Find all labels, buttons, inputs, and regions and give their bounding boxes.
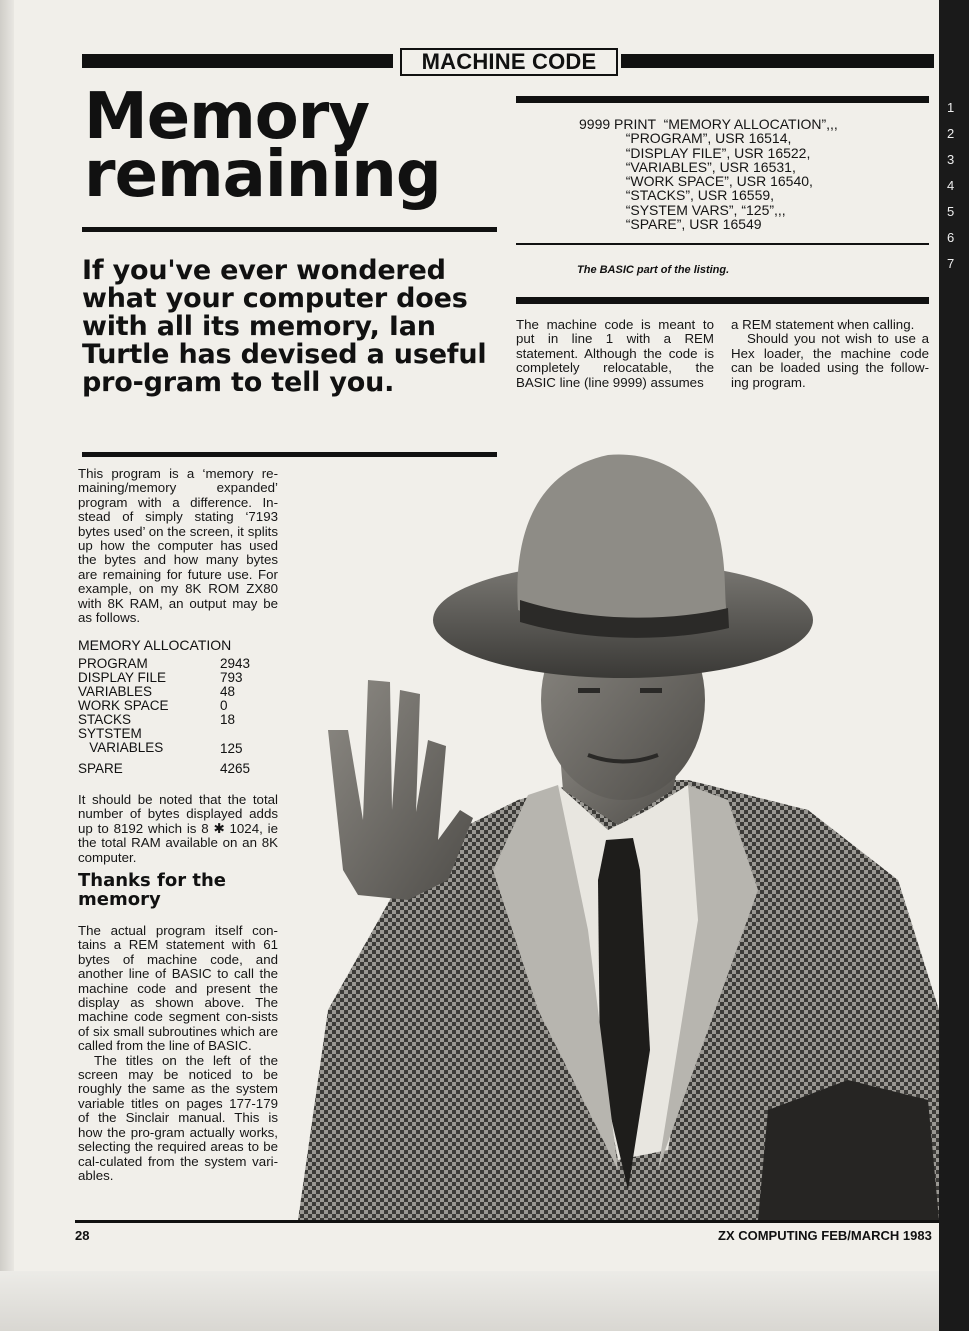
allocation-table (78, 657, 278, 776)
section-header-title: MACHINE CODE (400, 48, 618, 76)
headline-line-1: Memory (84, 80, 370, 154)
section-header-bar-right (621, 54, 934, 68)
listing-line: “SPARE”, USR 16549 (625, 216, 762, 233)
allocation-row (78, 713, 278, 727)
allocation-value: 793 (220, 670, 243, 685)
allocation-value: 48 (220, 684, 236, 699)
publication-footer: ZX COMPUTING FEB/MARCH 1983 (718, 1228, 932, 1243)
listing-bottom-rule (516, 243, 929, 245)
listing-line: “PROGRAM”, USR 16514, (625, 130, 792, 147)
allocation-row (78, 685, 278, 699)
headline (84, 80, 504, 212)
page-number: 28 (75, 1228, 90, 1243)
listing-line: “STACKS”, USR 16559, (625, 187, 775, 204)
headline-rule (82, 227, 497, 232)
middle-column (516, 318, 714, 390)
allocation-label: WORK SPACE (78, 698, 169, 713)
allocation-label: PROGRAM (78, 656, 148, 671)
total-paragraph-text: It should be noted that the total number of bytes displayed adds up to 8192 which is 8 ✱ 1024, ie the total RAM available on an 8K computer. (78, 792, 278, 865)
listing-caption: The BASIC part of the listing. (577, 264, 730, 276)
allocation-value: 18 (220, 712, 236, 727)
allocation-value: 2943 (220, 656, 251, 671)
listing-line: “SYSTEM VARS”, “125”,,, (625, 201, 786, 218)
page-gutter-left (0, 0, 14, 1331)
total-paragraph (78, 793, 278, 865)
middle-column-text: The machine code is meant to put in line 1 with a REM statement. Although the code is completely relocatable, the BASIC line (line 9999) assumes (516, 317, 714, 390)
allocation-label: VARIABLES (78, 684, 153, 699)
section-header (82, 48, 934, 74)
allocation-row (78, 727, 278, 756)
allocation-value: 4265 (220, 761, 251, 776)
right-column-paragraph-1: a REM statement when calling. (731, 317, 915, 332)
allocation-label: SYTSTEM VARIABLES (78, 726, 164, 755)
allocation-row (78, 762, 278, 776)
facing-page-edge (939, 0, 969, 1331)
right-column (731, 318, 929, 390)
headline-line-2: remaining (84, 138, 441, 212)
basic-listing (579, 117, 838, 231)
listing-top-rule (516, 96, 929, 103)
intro-paragraph-text: This program is a ‘memory re-maining/memory expanded’ program with a difference. In-stead of simply stating ‘7193 bytes used’ on the screen, it splits up how the computer has used the bytes and how many bytes are remaining for future use. For example, on my 8K ROM ZX80 with 8K RAM, an output may be as follows. (78, 466, 278, 626)
listing-line: “WORK SPACE”, USR 16540, (625, 173, 813, 190)
allocation-label: STACKS (78, 712, 132, 727)
subhead: Thanks for the memory (78, 870, 226, 910)
photo-man-in-cowboy-hat (288, 450, 939, 1220)
standfirst: If you've ever wondered what your computer does with all its memory, Ian Turtle has devised a useful pro-gram to tell you. (82, 255, 487, 398)
body-column (78, 924, 278, 1183)
allocation-title: MEMORY ALLOCATION (78, 637, 232, 653)
allocation-value: 0 (220, 698, 228, 713)
allocation-label: SPARE (78, 761, 123, 776)
allocation-row (78, 671, 278, 685)
listing-prefix: 9999 PRINT (579, 116, 656, 132)
listing-line: “MEMORY ALLOCATION”,,, (663, 116, 838, 132)
body-paragraph-2: The titles on the left of the screen may be noticed to be roughly the same as the system variable titles on pages 177-179 of the Sinclair manual. This is how the pro-gram actually works, selecting the required areas to be cal-culated from the system vari-ables. (78, 1052, 278, 1183)
right-column-paragraph-2: Should you not wish to use a Hex loader, the machine code can be loaded using the follow-ing program. (731, 331, 929, 390)
facing-page-numbers: 1 2 3 4 5 6 7 (947, 100, 955, 271)
listing-line: “VARIABLES”, USR 16531, (625, 158, 796, 175)
allocation-label: DISPLAY FILE (78, 670, 167, 685)
page-bottom-margin (0, 1271, 939, 1331)
footer-rule (75, 1220, 939, 1223)
allocation-value: 125 (220, 741, 243, 756)
allocation-row (78, 699, 278, 713)
intro-paragraph (78, 467, 278, 625)
allocation-row (78, 657, 278, 671)
body-paragraph-1: The actual program itself con-tains a REM statement with 61 bytes of machine code, and another line of BASIC to call the machine code and present the display as shown above. The machine code segment con-sists of six small subroutines which are called from the line of BASIC. (78, 923, 278, 1054)
caption-rule (516, 297, 929, 304)
section-header-bar-left (82, 54, 393, 68)
listing-line: “DISPLAY FILE”, USR 16522, (625, 144, 811, 161)
